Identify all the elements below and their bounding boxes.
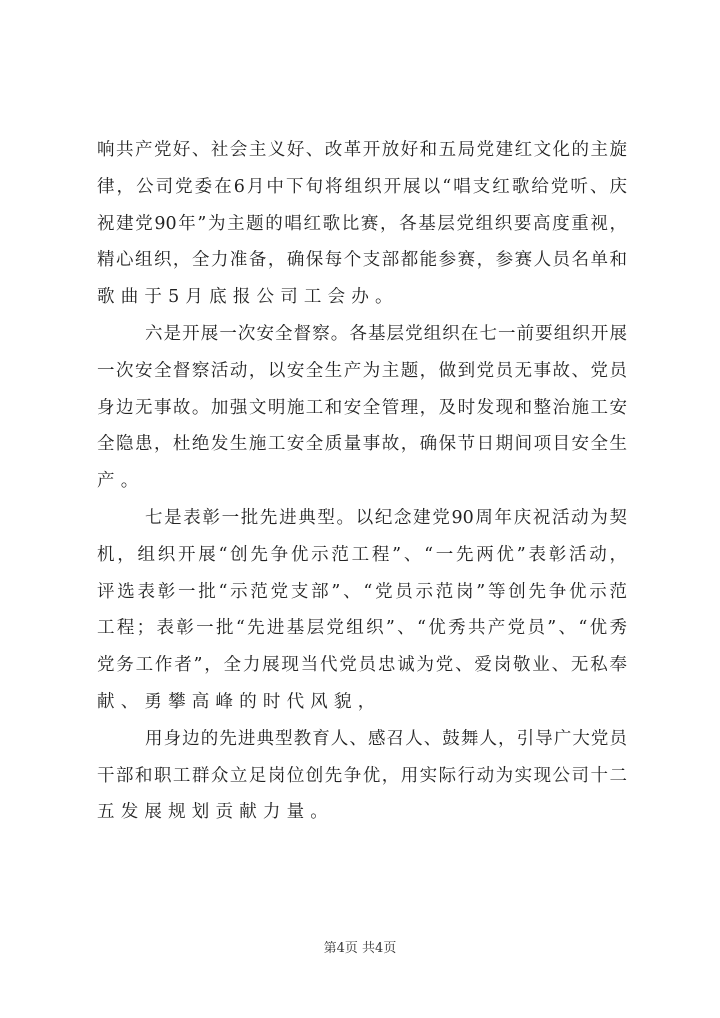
text-line: 产。 [97, 471, 145, 492]
text-line: 献、勇攀高峰的时代风貌， [97, 691, 382, 712]
text-line: 用身边的先进典型教育人、感召人、鼓舞人，引导广大党员 [145, 728, 627, 749]
text-line: 工程；表彰一批“先进基层党组织”、“优秀共产党员”、“优秀 [97, 618, 627, 639]
text-line: 五发展规划贡献力量。 [97, 802, 334, 823]
text-line: 七是表彰一批先进典型。以纪念建党90周年庆祝活动为契 [145, 507, 627, 528]
paragraph [97, 132, 627, 316]
document-body [97, 132, 627, 831]
text-line: 身边无事故。加强文明施工和安全管理，及时发现和整治施工安 [97, 397, 627, 418]
text-line: 全隐患，杜绝发生施工安全质量事故，确保节日期间项目安全生 [97, 434, 627, 455]
text-line: 精心组织，全力准备，确保每个支部都能参赛，参赛人员名单和 [97, 250, 627, 271]
paragraph [97, 721, 627, 831]
text-line: 党务工作者”，全力展现当代党员忠诚为党、爱岗敬业、无私奉 [97, 655, 627, 676]
paragraph [97, 316, 627, 500]
page-footer: 第4页 共4页 [323, 941, 397, 956]
text-line: 机，组织开展“创先争优示范工程”、“一先两优”表彰活动， [97, 544, 627, 565]
text-line: 祝建党90年”为主题的唱红歌比赛，各基层党组织要高度重视， [97, 213, 627, 234]
text-line: 评选表彰一批“示范党支部”、“党员示范岗”等创先争优示范 [97, 581, 627, 602]
text-line: 干部和职工群众立足岗位创先争优，用实际行动为实现公司十二 [97, 765, 627, 786]
paragraph [97, 500, 627, 721]
text-line: 六是开展一次安全督察。各基层党组织在七一前要组织开展 [145, 323, 627, 344]
text-line: 一次安全督察活动，以安全生产为主题，做到党员无事故、党员 [97, 360, 627, 381]
text-line: 歌曲于5月底报公司工会办。 [97, 287, 399, 308]
text-line: 律，公司党委在6月中下旬将组织开展以“唱支红歌给党听、庆 [97, 176, 627, 197]
text-line: 响共产党好、社会主义好、改革开放好和五局党建红文化的主旋 [97, 140, 627, 160]
